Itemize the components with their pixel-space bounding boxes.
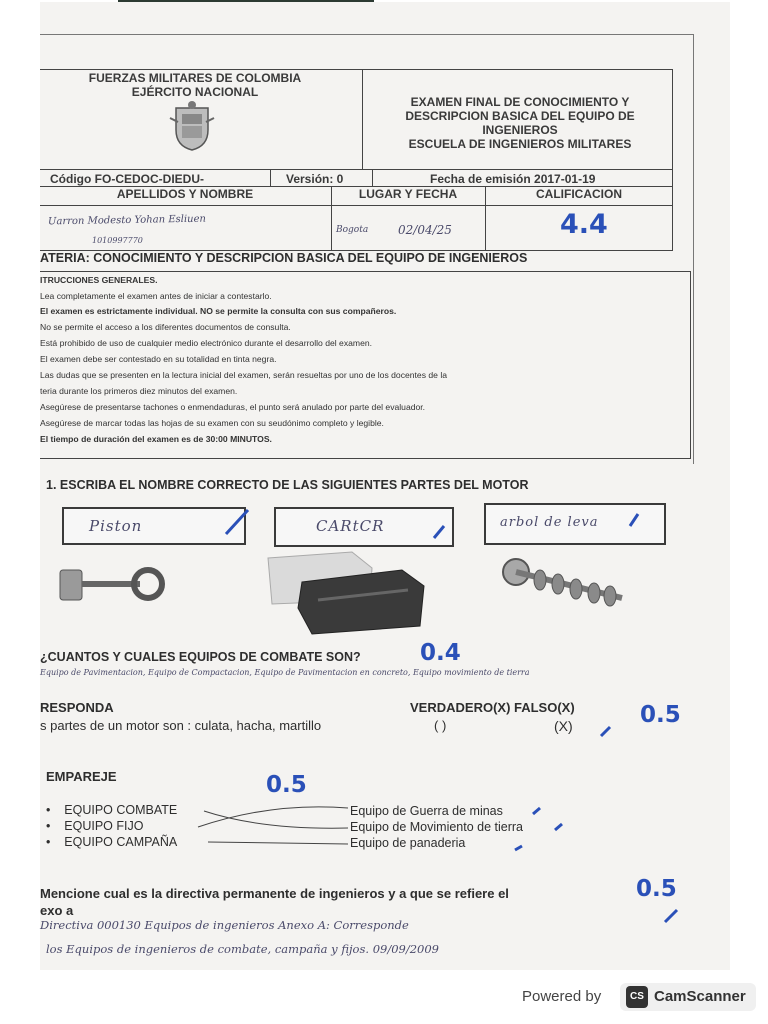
col-calif-header: CALIFICACION [536,187,622,201]
carter-image [262,548,432,638]
student-date: 02/04/25 [398,223,452,237]
instruction-item: Está prohibido de uso de cualquier medio electrónico durante el desarrollo del examen. [40,338,373,348]
instruction-item: No se permite el acceso a los diferentes documentos de consulta. [40,322,291,332]
camshaft-image [500,552,632,622]
version-field: Versión: 0 [286,172,344,186]
exam-title-line: INGENIEROS [482,123,558,137]
q3-statement: s partes de un motor son : culata, hacha, martillo [40,718,322,733]
q5-answer-line2: los Equipos de ingenieros de combate, campaña y fijos. 09/09/2009 [46,942,439,956]
rule [672,69,673,251]
rule [270,169,271,186]
col-nombre-header: APELLIDOS Y NOMBRE [116,187,254,201]
q5-score: 0.5 [636,876,677,902]
camscanner-logo-icon: CS [626,986,648,1008]
question-1: 1. ESCRIBA EL NOMBRE CORRECTO DE LAS SIGUIENTES PARTES DEL MOTOR [46,478,529,492]
instruction-item: Asegúrese de marcar todas las hojas de su examen con su seudónimo completo y legible. [40,418,384,428]
q2-answer: Equipo de Pavimentacion, Equipo de Compactacion, Equipo de Pavimentacion en concreto, Equipo movimiento de tierra [40,668,530,677]
match-right-item: Equipo de panaderia [350,836,466,850]
question-5-cont: exo a [40,903,74,918]
army-crest-icon [168,100,216,152]
org-line2: EJÉRCITO NACIONAL [131,85,259,99]
match-right-item: Equipo de Guerra de minas [350,804,503,818]
grade-score: 4.4 [560,209,608,240]
instructions-title: ITRUCCIONES GENERALES. [40,275,158,285]
checkmark-icon [662,906,682,926]
q3-column-header: VERDADERO(X) FALSO(X) [410,700,575,715]
checkmark-icon [430,520,450,542]
exam-title-line: ESCUELA DE INGENIEROS MILITARES [408,137,632,151]
q4-score: 0.5 [266,772,307,798]
question-2: ¿CUANTOS Y CUALES EQUIPOS DE COMBATE SON? [40,650,361,664]
match-right-item: Equipo de Movimiento de tierra [350,820,524,834]
exam-title-line: EXAMEN FINAL DE CONOCIMIENTO Y [410,95,630,109]
match-left-item: • EQUIPO COMBATE [46,803,178,817]
rule [362,69,363,169]
exam-title-line: DESCRIPCION BASICA DEL EQUIPO DE [405,109,635,123]
col-lugar-header: LUGAR Y FECHA [358,187,458,201]
checkmark-icon [626,510,646,532]
answer-3: arbol de leva [500,515,599,530]
instruction-item: El examen debe ser contestado en su totalidad en tinta negra. [40,354,277,364]
rule [40,205,672,206]
match-left-label: EQUIPO FIJO [64,819,144,833]
answer-box-1 [62,507,246,545]
instruction-item: El tiempo de duración del examen es de 30:00 MINUTOS. [40,434,272,444]
instruction-item: Lea completamente el examen antes de iniciar a contestarlo. [40,291,272,301]
instruction-item: El examen es estrictamente individual. NO se permite la consulta con sus compañeros. [40,306,397,316]
q3-title: RESPONDA [40,700,114,715]
rule [40,69,672,70]
q3-true-mark: ( ) [434,718,447,733]
match-left-label: EQUIPO COMBATE [64,803,178,817]
student-name: Uarron Modesto Yohan Esliuen [47,213,207,228]
exam-title-block [380,95,660,151]
matching-lines [182,800,352,852]
student-place: Bogota [336,225,369,235]
instruction-item: Asegúrese de presentarse tachones o enmendaduras, el punto será anulado por parte del evaluador. [40,402,426,412]
rule [372,169,373,186]
answer-box-2 [274,507,454,547]
instruction-item: Las dudas que se presenten en la lectura inicial del examen, serán resueltas por uno de los docentes de la [40,370,448,380]
question-5: Mencione cual es la directiva permanente de ingenieros y a que se refiere el [40,886,509,901]
checkmark-icon [222,504,252,540]
instruction-item: teria durante los primeros diez minutos del examen. [40,386,238,396]
subject-line: ATERIA: CONOCIMIENTO Y DESCRIPCION BASICA DEL EQUIPO DE INGENIEROS [40,251,528,265]
match-left-label: EQUIPO CAMPAÑA [64,835,178,849]
codigo-field: Código FO-CEDOC-DIEDU- [50,172,204,186]
powered-by-label: Powered by [522,988,602,1005]
rule [40,34,694,35]
fecha-emision-field: Fecha de emisión 2017-01-19 [430,172,596,186]
q3-score: 0.5 [640,702,681,728]
answer-1: Piston [89,517,143,535]
q4-title: EMPAREJE [46,769,117,784]
checkmark-icon [512,840,526,854]
checkmark-icon [552,820,566,834]
camscanner-badge [620,983,756,1011]
piston-image [58,562,168,610]
q2-score: 0.4 [420,640,461,666]
camscanner-brand: CamScanner [654,988,746,1005]
org-line1: FUERZAS MILITARES DE COLOMBIA [88,71,302,85]
checkmark-icon [598,722,616,740]
rule [40,169,672,170]
rule [693,34,694,464]
q3-false-mark: (X) [554,718,573,734]
student-id: 1010997770 [92,236,143,245]
answer-2: CARtCR [316,517,385,535]
match-left-item: • EQUIPO FIJO [46,819,144,833]
match-left-item: • EQUIPO CAMPAÑA [46,835,178,849]
q5-answer-line1: Directiva 000130 Equipos de ingenieros Anexo A: Corresponde [40,918,409,932]
checkmark-icon [530,804,544,818]
